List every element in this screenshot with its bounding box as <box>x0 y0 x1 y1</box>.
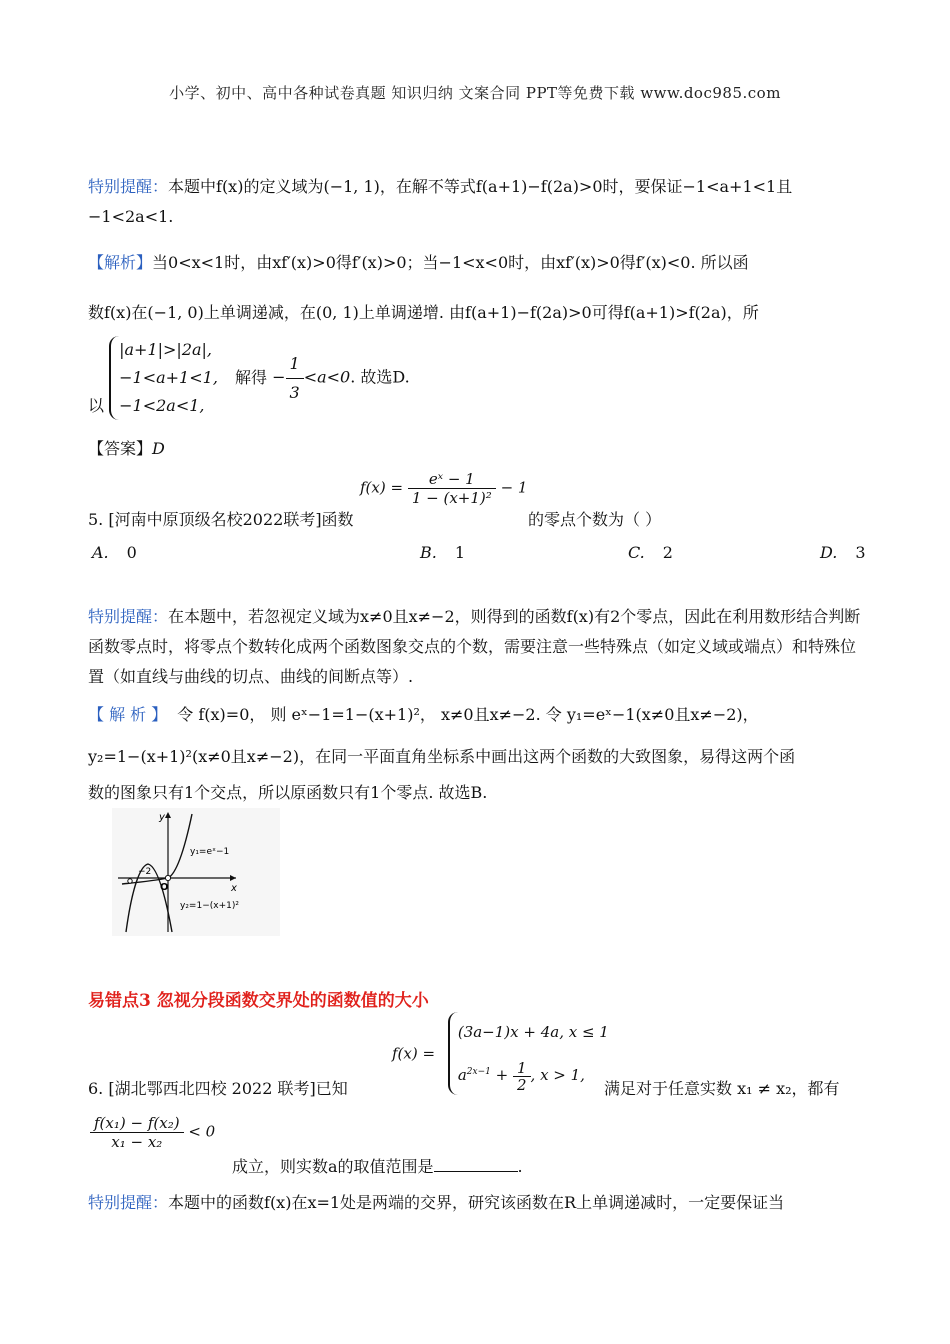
q6-stem-pre: 6. [湖北鄂西北四校 2022 联考]已知 <box>88 1079 348 1098</box>
option-value: 1 <box>454 543 466 562</box>
q4-reminder <box>88 172 868 232</box>
hole-at-neg2 <box>128 879 132 883</box>
analysis-label: 【 解 析 】 <box>88 705 168 724</box>
option-key: A. <box>92 543 109 562</box>
q4-pre-system: 以 <box>88 396 105 415</box>
origin-label: O <box>160 882 169 893</box>
option-d[interactable] <box>820 543 866 562</box>
frac-numerator: 1 <box>513 1060 531 1077</box>
q5-analysis-line3: 数的图象只有1个交点，所以原函数只有1个零点. 故选B. <box>88 783 488 802</box>
special-reminder-label: 特别提醒： <box>88 607 169 626</box>
frac-numerator: 1 <box>286 350 304 379</box>
q4-reminder-text: 本题中f(x)的定义域为(−1, 1)，在解不等式f(a+1)−f(2a)>0时，要保证−1<a+1<1且−1<2a<1. <box>88 177 793 226</box>
q4-answer-value: D <box>152 439 165 458</box>
q5-function-display <box>360 470 527 507</box>
special-reminder-label: 特别提醒： <box>88 177 169 196</box>
q5-reminder <box>88 602 868 692</box>
frac-numerator: f(x₁) − f(x₂) <box>90 1114 184 1133</box>
q4-solve-text: 解得 <box>235 367 268 387</box>
q6-reminder-text: 本题中的函数f(x)在x=1处是两端的交界，研究该函数在R上单调递减时，一定要保证当 <box>168 1193 785 1212</box>
q4-sys-line: −1<a+1<1, <box>119 368 218 387</box>
answer-blank[interactable] <box>434 1155 518 1172</box>
q6-stem-mid: 满足对于任意实数 x₁ ≠ x₂，都有 <box>604 1079 840 1098</box>
section-title: 易错点3 忽视分段函数交界处的函数值的大小 <box>88 991 429 1011</box>
q4-sys-line: −1<2a<1, <box>119 396 205 415</box>
analysis-label: 【解析】 <box>88 253 153 272</box>
q5-stem-post: 的零点个数为（ ） <box>528 510 662 529</box>
q6-piece2 <box>458 1052 609 1095</box>
q4-fraction <box>286 350 304 407</box>
q6-ineq-fraction <box>90 1114 184 1151</box>
q6-f-lhs: f(x) = <box>392 1044 436 1063</box>
piece2-tail: , x > 1, <box>530 1066 585 1084</box>
piece2-fraction <box>513 1060 531 1093</box>
q5-analysis-line1: 令 f(x)=0， 则 eˣ−1=1−(x+1)²， x≠0且x≠−2. 令 y₁=eˣ−1(x≠0且x≠−2)， <box>177 705 759 724</box>
q6-stem-end: . <box>517 1157 523 1176</box>
frac-denominator: 1 − (x+1)² <box>411 489 492 507</box>
q6-ineq-tail: < 0 <box>188 1122 216 1141</box>
q6-reminder <box>88 1188 868 1218</box>
x-axis-label: x <box>231 883 237 894</box>
option-key: C. <box>628 543 645 562</box>
option-c[interactable] <box>628 543 673 562</box>
q6-stem-post <box>232 1154 523 1177</box>
q4-system-block: 以 |a+1|>|2a|, −1<a+1<1, −1<2a<1, 解得 − $\frac{1}{3}$ <a<0. 故选D. <box>88 336 868 420</box>
q6-piecewise-brace <box>448 1012 609 1095</box>
answer-label: 【答案】 <box>88 439 153 458</box>
piece2-exponent: 2x−1 <box>466 1067 491 1077</box>
special-reminder-label: 特别提醒： <box>88 1193 169 1212</box>
q4-inequality-system <box>109 336 218 420</box>
q6-piece1: (3a−1)x + 4a, x ≤ 1 <box>457 1023 609 1041</box>
option-key: D. <box>820 543 838 562</box>
q5-function-graph <box>112 808 280 936</box>
page-header: 小学、初中、高中各种试卷真题 知识归纳 文案合同 PPT等免费下载 www.doc985.com <box>169 84 781 102</box>
option-value: 0 <box>126 543 137 562</box>
q4-answer <box>88 434 868 464</box>
hole-at-origin <box>165 875 170 880</box>
q6-piecewise <box>392 1012 609 1095</box>
q5-analysis-line2: y₂=1−(x+1)²(x≠0且x≠−2)，在同一平面直角坐标系中画出这两个函数的大致图象，易得这两个函 <box>88 747 796 766</box>
frac-numerator: eˣ − 1 <box>408 470 496 489</box>
q6-inequality <box>90 1114 215 1151</box>
neg2-label: −2 <box>138 867 152 877</box>
curve-y2-label: y₂=1−(x+1)² <box>180 901 239 911</box>
q4-sys-line: |a+1|>|2a|, <box>119 340 213 359</box>
y-axis-label: y <box>159 812 165 823</box>
frac-denominator: 3 <box>289 382 300 402</box>
q4-analysis-line1: 当0<x<1时，由xf′(x)>0得f′(x)>0；当−1<x<0时，由xf′(x)>0得f′(x)<0. 所以函 <box>152 253 749 272</box>
frac-denominator: x₁ − x₂ <box>111 1133 163 1151</box>
q6-stem-post-text: 成立，则实数a的取值范围是 <box>232 1157 434 1176</box>
q5-analysis <box>88 700 868 808</box>
q5-f-tail: − 1 <box>500 478 528 497</box>
q4-choose: . 故选D. <box>350 367 410 387</box>
option-b[interactable] <box>420 543 465 562</box>
option-a[interactable] <box>92 543 137 562</box>
option-value: 2 <box>662 543 673 562</box>
curve-y1-label: y₁=eˣ−1 <box>190 847 230 857</box>
piece2-plus: + <box>490 1066 513 1084</box>
piece2-base: a <box>457 1066 467 1084</box>
option-key: B. <box>420 543 437 562</box>
option-value: 3 <box>855 543 866 562</box>
q4-analysis <box>88 248 868 328</box>
q5-fraction <box>408 470 496 507</box>
q5-f-lhs: f(x) = <box>360 478 404 497</box>
q5-stem-pre: 5. [河南中原顶级名校2022联考]函数 <box>88 510 354 529</box>
q4-analysis-line2: 数f(x)在(−1, 0)上单调递减，在(0, 1)上单调递增. 由f(a+1)−f(2a)>0可得f(a+1)>f(2a)，所 <box>88 303 759 322</box>
frac-denominator: 2 <box>516 1075 527 1094</box>
q5-reminder-text: 在本题中，若忽视定义域为x≠0且x≠−2，则得到的函数f(x)有2个零点，因此在利用数形结合判断函数零点时，将零点个数转化成两个函数图象交点的个数，需要注意一些特殊点（如定义域或端点）和特殊位置（如直线与曲线的切点、曲线的间断点等）. <box>88 607 861 686</box>
q4-range-tail: <a<0 <box>303 367 351 387</box>
